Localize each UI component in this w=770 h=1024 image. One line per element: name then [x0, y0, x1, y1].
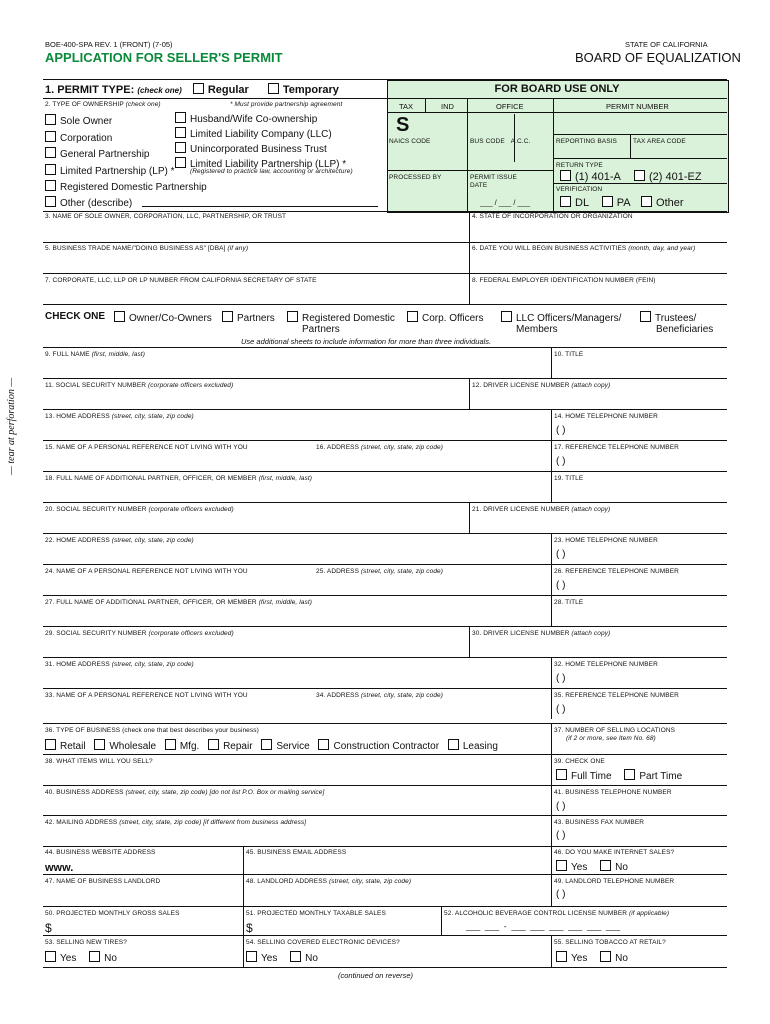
- ownership-husband-wife[interactable]: Husband/Wife Co-ownership: [175, 112, 346, 127]
- tires-options: [45, 951, 117, 964]
- landlord-phone-parens: ( ): [556, 889, 566, 900]
- reference-address-label[interactable]: 16. ADDRESS (street, city, state, zip code): [316, 444, 444, 451]
- field-49-label[interactable]: 49. LANDLORD TELEPHONE NUMBER: [554, 878, 675, 885]
- field-7-label[interactable]: 7. CORPORATE, LLC, LLP OR LP NUMBER FROM CALIFORNIA SECRETARY OF STATE: [45, 277, 317, 284]
- s-label: S: [396, 114, 410, 136]
- field-6-label[interactable]: 6. DATE YOU WILL BEGIN BUSINESS ACTIVITIES (month, day, and year): [472, 245, 696, 252]
- reference-phone-parens: ( ): [556, 704, 566, 715]
- business-phone-parens: ( ): [556, 801, 566, 812]
- reference-phone-parens: ( ): [556, 456, 566, 467]
- abc-license-blank: ___ ___ - ___ ___ ___ ___ ___ ___: [466, 921, 621, 931]
- type-construction[interactable]: Construction Contractor: [318, 741, 439, 752]
- field-38-label[interactable]: 38. WHAT ITEMS WILL YOU SELL?: [45, 758, 153, 765]
- employment-options: [556, 769, 682, 782]
- verify-dl[interactable]: DL: [560, 197, 589, 209]
- verify-pa[interactable]: PA: [602, 197, 630, 209]
- field-48-label[interactable]: 48. LANDLORD ADDRESS (street, city, state, zip code): [246, 878, 412, 885]
- ssn-label[interactable]: 20. SOCIAL SECURITY NUMBER (corporate officers excluded): [45, 506, 234, 513]
- field-40-label[interactable]: 40. BUSINESS ADDRESS (street, city, state, zip code) [do not list P.O. Box or mailing service]: [45, 789, 325, 796]
- reporting-basis-label: REPORTING BASIS: [556, 138, 617, 145]
- ownership-other[interactable]: Other (describe): [45, 196, 132, 209]
- driver-license-label[interactable]: 30. DRIVER LICENSE NUMBER (attach copy): [472, 630, 611, 637]
- home-address-label[interactable]: 31. HOME ADDRESS (street, city, state, zip code): [45, 661, 194, 668]
- permit-type-label: 1. PERMIT TYPE:: [45, 84, 135, 96]
- ownership-llp[interactable]: Limited Liability Partnership (LLP) *: [175, 157, 346, 172]
- field-37-label[interactable]: 37. NUMBER OF SELLING LOCATIONS (if 2 or more, see Item No. 68): [554, 727, 676, 742]
- verification-options: [560, 196, 684, 209]
- tobacco-no[interactable]: No: [600, 953, 628, 964]
- check-partners[interactable]: Partners: [222, 311, 275, 324]
- internet-no[interactable]: No: [600, 862, 628, 873]
- return-401ez[interactable]: (2) 401-EZ: [634, 170, 702, 183]
- ownership-note: * Must provide partnership agreement: [230, 101, 343, 108]
- field-53-label: 53. SELLING NEW TIRES?: [45, 939, 127, 946]
- title-label[interactable]: 19. TITLE: [554, 475, 584, 482]
- office-label: OFFICE: [496, 102, 524, 111]
- home-phone-parens: ( ): [556, 549, 566, 560]
- check-trustees-2: Beneficiaries: [656, 324, 714, 335]
- form-title: APPLICATION FOR SELLER'S PERMIT: [45, 50, 283, 65]
- tires-no[interactable]: No: [89, 953, 117, 964]
- field-52-label[interactable]: 52. ALCOHOLIC BEVERAGE CONTROL LICENSE NUMBER (if applicable): [444, 910, 670, 917]
- check-owner[interactable]: Owner/Co-Owners: [114, 311, 212, 324]
- home-phone-parens: ( ): [556, 673, 566, 684]
- tobacco-options: [556, 951, 628, 964]
- field-47-label[interactable]: 47. NAME OF BUSINESS LANDLORD: [45, 878, 161, 885]
- electronics-yes[interactable]: Yes: [246, 953, 277, 964]
- internet-yes[interactable]: Yes: [556, 862, 587, 873]
- processed-by-label: PROCESSED BY: [389, 174, 442, 181]
- internet-sales-options: [556, 860, 628, 873]
- field-36-label: 36. TYPE OF BUSINESS (check one that best describes your business): [45, 727, 259, 734]
- ownership-general-partnership[interactable]: General Partnership: [45, 147, 207, 164]
- field-55-label: 55. SELLING TOBACCO AT RETAIL?: [554, 939, 666, 946]
- ownership-corporation[interactable]: Corporation: [45, 131, 207, 148]
- continued-footer: (continued on reverse): [338, 971, 414, 980]
- check-llc-officers[interactable]: LLC Officers/Managers/: [501, 311, 621, 324]
- gross-sales-dollar: $: [45, 921, 52, 935]
- driver-license-label[interactable]: 12. DRIVER LICENSE NUMBER (attach copy): [472, 382, 611, 389]
- fax-parens: ( ): [556, 830, 566, 841]
- ownership-trust[interactable]: Unincorporated Business Trust: [175, 142, 346, 157]
- reference-phone-label[interactable]: 35. REFERENCE TELEPHONE NUMBER: [554, 692, 679, 699]
- ownership-right-list: [175, 112, 346, 172]
- llp-note: (Registered to practice law, accounting or architecture): [190, 168, 353, 175]
- reference-name-label[interactable]: 33. NAME OF A PERSONAL REFERENCE NOT LIVING WITH YOU: [45, 692, 248, 699]
- full-name-label[interactable]: 9. FULL NAME (first, middle, last): [45, 351, 145, 358]
- type-repair[interactable]: Repair: [208, 741, 252, 752]
- field-46-label: 46. DO YOU MAKE INTERNET SALES?: [554, 849, 675, 856]
- ownership-limited-partnership[interactable]: Limited Partnership (LP) *: [45, 164, 207, 181]
- permit-issue-label: PERMIT ISSUE DATE: [470, 174, 517, 189]
- home-address-label[interactable]: 13. HOME ADDRESS (street, city, state, zip code): [45, 413, 194, 420]
- business-types: [45, 739, 498, 752]
- verification-label: VERIFICATION: [556, 186, 603, 193]
- field-39-label: 39. CHECK ONE: [554, 758, 605, 765]
- type-service[interactable]: Service: [261, 741, 309, 752]
- field-54-label: 54. SELLING COVERED ELECTRONIC DEVICES?: [246, 939, 400, 946]
- field-8-label[interactable]: 8. FEDERAL EMPLOYER IDENTIFICATION NUMBER (FEIN): [472, 277, 656, 284]
- type-mfg[interactable]: Mfg.: [165, 741, 199, 752]
- permit-type-row: [45, 83, 339, 96]
- ind-label: IND: [441, 102, 454, 111]
- reference-name-label[interactable]: 24. NAME OF A PERSONAL REFERENCE NOT LIVING WITH YOU: [45, 568, 248, 575]
- check-corp-officers[interactable]: Corp. Officers: [407, 311, 484, 324]
- board-use-box: [387, 80, 729, 213]
- full-name-label[interactable]: 18. FULL NAME OF ADDITIONAL PARTNER, OFFICER, OR MEMBER (first, middle, last): [45, 475, 313, 482]
- type-leasing[interactable]: Leasing: [448, 741, 498, 752]
- field-41-label[interactable]: 41. BUSINESS TELEPHONE NUMBER: [554, 789, 672, 796]
- reference-phone-label[interactable]: 26. REFERENCE TELEPHONE NUMBER: [554, 568, 679, 575]
- type-retail[interactable]: Retail: [45, 741, 86, 752]
- checkbox-icon[interactable]: [193, 83, 204, 94]
- reference-address-label[interactable]: 25. ADDRESS (street, city, state, zip code): [316, 568, 444, 575]
- bus-code-label: BUS CODE A.C.C.: [470, 138, 531, 145]
- field-50-label[interactable]: 50. PROJECTED MONTHLY GROSS SALES: [45, 910, 180, 917]
- home-phone-parens: ( ): [556, 425, 566, 436]
- issue-date-blank: ___ / ___ / ___: [480, 198, 531, 207]
- field-4-label[interactable]: 4. STATE OF INCORPORATION OR ORGANIZATION: [472, 213, 633, 220]
- ssn-label[interactable]: 11. SOCIAL SECURITY NUMBER (corporate officers excluded): [45, 382, 234, 389]
- naics-label: NAICS CODE: [389, 138, 431, 145]
- state-label: STATE OF CALIFORNIA: [625, 40, 708, 49]
- return-401a[interactable]: (1) 401-A: [560, 170, 621, 183]
- check-registered-domestic-2: Partners: [302, 324, 340, 335]
- home-phone-label[interactable]: 23. HOME TELEPHONE NUMBER: [554, 537, 658, 544]
- tobacco-yes[interactable]: Yes: [556, 953, 587, 964]
- verify-other[interactable]: Other: [641, 197, 684, 209]
- home-address-label[interactable]: 22. HOME ADDRESS (street, city, state, zip code): [45, 537, 194, 544]
- tires-yes[interactable]: Yes: [45, 953, 76, 964]
- home-phone-label[interactable]: 32. HOME TELEPHONE NUMBER: [554, 661, 658, 668]
- tax-area-label: TAX AREA CODE: [633, 138, 686, 145]
- field-43-label[interactable]: 43. BUSINESS FAX NUMBER: [554, 819, 645, 826]
- form-id: BOE-400-SPA REV. 1 (FRONT) (7-05): [45, 40, 173, 49]
- permit-type-hint: (check one): [137, 86, 182, 95]
- title-label[interactable]: 28. TITLE: [554, 599, 584, 606]
- field-3-label[interactable]: 3. NAME OF SOLE OWNER, CORPORATION, LLC, PARTNERSHIP, OR TRUST: [45, 213, 287, 220]
- field-45-label[interactable]: 45. BUSINESS EMAIL ADDRESS: [246, 849, 347, 856]
- board-label: BOARD OF EQUALIZATION: [575, 50, 741, 65]
- part-time-option[interactable]: Part Time: [624, 771, 682, 782]
- reference-phone-parens: ( ): [556, 580, 566, 591]
- field-44-label[interactable]: 44. BUSINESS WEBSITE ADDRESS: [45, 849, 156, 856]
- field-51-label[interactable]: 51. PROJECTED MONTHLY TAXABLE SALES: [246, 910, 386, 917]
- additional-sheets-note: Use additional sheets to include information for more than three individuals.: [241, 337, 492, 346]
- tax-label: TAX: [399, 102, 414, 111]
- permit-number-label: PERMIT NUMBER: [606, 102, 669, 111]
- return-type-label: RETURN TYPE: [556, 162, 603, 169]
- ownership-label: 2. TYPE OF OWNERSHIP (check one): [45, 101, 161, 108]
- ssn-label[interactable]: 29. SOCIAL SECURITY NUMBER (corporate officers excluded): [45, 630, 234, 637]
- permit-temporary[interactable]: Temporary: [268, 84, 339, 96]
- permit-regular[interactable]: Regular: [193, 84, 249, 96]
- full-name-label[interactable]: 27. FULL NAME OF ADDITIONAL PARTNER, OFFICER, OR MEMBER (first, middle, last): [45, 599, 313, 606]
- check-trustees[interactable]: Trustees/: [640, 311, 696, 324]
- ownership-registered-domestic[interactable]: Registered Domestic Partnership: [45, 180, 207, 197]
- home-phone-label[interactable]: 14. HOME TELEPHONE NUMBER: [554, 413, 658, 420]
- taxable-sales-dollar: $: [246, 921, 253, 935]
- electronics-options: [246, 951, 318, 964]
- ownership-llc[interactable]: Limited Liability Company (LLC): [175, 127, 346, 142]
- driver-license-label[interactable]: 21. DRIVER LICENSE NUMBER (attach copy): [472, 506, 611, 513]
- check-registered-domestic[interactable]: Registered Domestic: [287, 311, 395, 324]
- title-label[interactable]: 10. TITLE: [554, 351, 584, 358]
- reference-name-label[interactable]: 15. NAME OF A PERSONAL REFERENCE NOT LIVING WITH YOU: [45, 444, 248, 451]
- board-use-title: FOR BOARD USE ONLY: [494, 83, 620, 95]
- check-llc-officers-2: Members: [516, 324, 558, 335]
- tear-perforation-label: — tear at perforation —: [6, 377, 17, 475]
- website-prefix: www.: [45, 862, 74, 874]
- electronics-no[interactable]: No: [290, 953, 318, 964]
- type-wholesale[interactable]: Wholesale: [94, 741, 156, 752]
- reference-phone-label[interactable]: 17. REFERENCE TELEPHONE NUMBER: [554, 444, 679, 451]
- full-time-option[interactable]: Full Time: [556, 771, 612, 782]
- field-5-label[interactable]: 5. BUSINESS TRADE NAME/"DOING BUSINESS AS" [DBA] (if any): [45, 245, 249, 252]
- ownership-sole-owner[interactable]: Sole Owner: [45, 114, 207, 131]
- reference-address-label[interactable]: 34. ADDRESS (street, city, state, zip code): [316, 692, 444, 699]
- field-42-label[interactable]: 42. MAILING ADDRESS (street, city, state, zip code) [if different from business address]: [45, 819, 307, 826]
- checkbox-icon[interactable]: [268, 83, 279, 94]
- check-one-label: CHECK ONE: [45, 311, 106, 322]
